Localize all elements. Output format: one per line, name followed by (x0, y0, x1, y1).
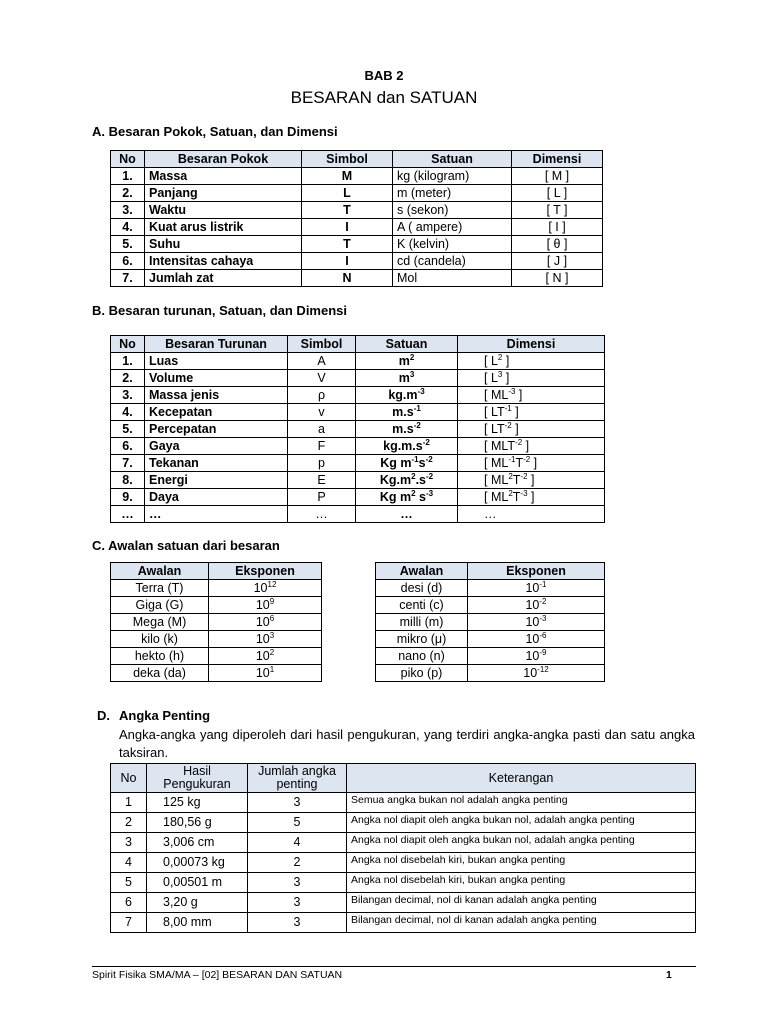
table-cell: 7. (111, 455, 145, 472)
column-header: Eksponen (468, 563, 605, 580)
table-cell: 5. (111, 236, 145, 253)
table-cell: $10^{-9}$ (468, 648, 605, 665)
table-cell: … (145, 506, 288, 523)
table-cell: ρ (288, 387, 356, 404)
table-cell: 7 (111, 913, 147, 933)
table-row (111, 168, 603, 185)
table-cell: [ $ML^{-1}T^{-2}$ ] (458, 455, 605, 472)
table-cell: $10^1$ (209, 665, 322, 682)
table-cell: [ T ] (512, 202, 603, 219)
table-cell: [ I ] (512, 219, 603, 236)
table-row (111, 614, 322, 631)
table-cell: $10^{-1}$ (468, 580, 605, 597)
table-cell: Percepatan (145, 421, 288, 438)
table-header-row (111, 563, 322, 580)
table-cell: Angka nol diapit oleh angka bukan nol, adalah angka penting (347, 833, 696, 853)
table-cell: … (356, 506, 458, 523)
table-cell: Volume (145, 370, 288, 387)
table-cell: Mega (M) (111, 614, 209, 631)
table-cell: 3 (248, 893, 347, 913)
table-cell: [ M ] (512, 168, 603, 185)
table-cell: 4 (248, 833, 347, 853)
table-cell: 2 (248, 853, 347, 873)
table-cell: N (302, 270, 393, 287)
column-header: Keterangan (347, 764, 696, 793)
table-cell: Tekanan (145, 455, 288, 472)
section-a-heading: A. Besaran Pokok, Satuan, dan Dimensi (92, 124, 338, 139)
table-cell: a (288, 421, 356, 438)
table-cell: 3 (248, 793, 347, 813)
column-header: Hasil Pengukuran (147, 764, 248, 793)
table-cell: I (302, 219, 393, 236)
column-header: Satuan (356, 336, 458, 353)
table-row (111, 387, 605, 404)
table-row (111, 631, 322, 648)
table-cell: Massa (145, 168, 302, 185)
table-cell: $10^{-6}$ (468, 631, 605, 648)
table-cell: nano (n) (376, 648, 468, 665)
column-header: Dimensi (512, 151, 603, 168)
table-row (111, 202, 603, 219)
table-cell: 6 (111, 893, 147, 913)
table-cell: $10^2$ (209, 648, 322, 665)
table-cell: 3. (111, 202, 145, 219)
table-row (111, 893, 696, 913)
table-cell: milli (m) (376, 614, 468, 631)
table-row (111, 185, 603, 202)
table-cell: $m^3$ (356, 370, 458, 387)
table-row (111, 472, 605, 489)
table-cell: F (288, 438, 356, 455)
table-cell: Terra (T) (111, 580, 209, 597)
table-row (111, 873, 696, 893)
table-row (376, 648, 605, 665)
table-cell: Daya (145, 489, 288, 506)
table-cell: 6. (111, 438, 145, 455)
table-cell: [ $ML^2T^{-3}$ ] (458, 489, 605, 506)
table-cell: deka (da) (111, 665, 209, 682)
table-cell: $10^9$ (209, 597, 322, 614)
table-row (111, 665, 322, 682)
table-cell: A ( ampere) (393, 219, 512, 236)
table-header-row (111, 336, 605, 353)
table-row (376, 665, 605, 682)
column-header: Awalan (111, 563, 209, 580)
table-cell: Energi (145, 472, 288, 489)
table-cell: 5. (111, 421, 145, 438)
table-cell: $10^3$ (209, 631, 322, 648)
table-cell: 5 (111, 873, 147, 893)
section-d-label: D. (97, 708, 110, 723)
table-row (111, 648, 322, 665)
table-cell: [ $L^2$ ] (458, 353, 605, 370)
chapter-label: BAB 2 (364, 68, 404, 83)
table-cell: … (288, 506, 356, 523)
table-cell: Bilangan decimal, nol di kanan adalah angka penting (347, 893, 696, 913)
table-cell: [ $MLT^{-2}$ ] (458, 438, 605, 455)
table-cell: [ $L^3$ ] (458, 370, 605, 387)
table-row (111, 813, 696, 833)
table-cell: $10^6$ (209, 614, 322, 631)
table-cell: m (meter) (393, 185, 512, 202)
column-header: No (111, 764, 147, 793)
table-cell: s (sekon) (393, 202, 512, 219)
table-cell: cd (candela) (393, 253, 512, 270)
table-row (111, 793, 696, 813)
table-cell: Mol (393, 270, 512, 287)
table-row (111, 913, 696, 933)
table-cell: $10^{-3}$ (468, 614, 605, 631)
table-cell: hekto (h) (111, 648, 209, 665)
table-row (111, 236, 603, 253)
table-cell: Angka nol diapit oleh angka bukan nol, adalah angka penting (347, 813, 696, 833)
table-cell: kg (kilogram) (393, 168, 512, 185)
table-cell: 5 (248, 813, 347, 833)
column-header: Eksponen (209, 563, 322, 580)
column-header: Simbol (288, 336, 356, 353)
table-row (376, 631, 605, 648)
table-row (111, 438, 605, 455)
table-cell: 3 (248, 873, 347, 893)
table-row (111, 270, 603, 287)
table-row (111, 353, 605, 370)
table-row (376, 597, 605, 614)
section-d-heading: Angka Penting (119, 708, 211, 723)
table-cell: $10^{-12}$ (468, 665, 605, 682)
table-cell: [ $ML^{-3}$ ] (458, 387, 605, 404)
table-cell: $m^2$ (356, 353, 458, 370)
table-cell: kilo (k) (111, 631, 209, 648)
table-header-row (376, 563, 605, 580)
table-cell: [ L ] (512, 185, 603, 202)
page-number: 1 (666, 969, 672, 981)
table-cell: 0,00073 kg (147, 853, 248, 873)
table-row (111, 833, 696, 853)
table-besaran-pokok (110, 150, 603, 287)
column-header: Awalan (376, 563, 468, 580)
section-b-heading: B. Besaran turunan, Satuan, dan Dimensi (92, 303, 347, 318)
table-cell: [ $LT^{-1}$ ] (458, 404, 605, 421)
table-cell: Waktu (145, 202, 302, 219)
table-cell: … (458, 506, 605, 523)
table-cell: centi (c) (376, 597, 468, 614)
table-cell: [ θ ] (512, 236, 603, 253)
table-cell: L (302, 185, 393, 202)
table-cell: [ J ] (512, 253, 603, 270)
page-title: BESARAN dan SATUAN (290, 88, 478, 107)
column-header: No (111, 151, 145, 168)
table-cell: K (kelvin) (393, 236, 512, 253)
column-header: Simbol (302, 151, 393, 168)
table-cell: [ $ML^2T^{-2}$ ] (458, 472, 605, 489)
table-cell: 6. (111, 253, 145, 270)
table-cell: 3 (111, 833, 147, 853)
table-cell: 8. (111, 472, 145, 489)
table-cell: Angka nol disebelah kiri, bukan angka penting (347, 853, 696, 873)
table-cell: $m.s^{-2}$ (356, 421, 458, 438)
table-cell: 3,006 cm (147, 833, 248, 853)
footer-text: Spirit Fisika SMA/MA – [02] BESARAN DAN SATUAN (92, 969, 343, 981)
table-row (376, 614, 605, 631)
table-row (111, 253, 603, 270)
table-cell: $10^{-2}$ (468, 597, 605, 614)
table-row (376, 580, 605, 597)
table-cell: Gaya (145, 438, 288, 455)
table-cell: 2. (111, 370, 145, 387)
column-header: Besaran Pokok (145, 151, 302, 168)
section-d-paragraph: Angka-angka yang diperoleh dari hasil pengukuran, yang terdiri angka-angka pasti dan satu angka taksiran. (119, 727, 695, 760)
table-header-row (111, 151, 603, 168)
table-cell: Kg $m^{-1}s^{-2}$ (356, 455, 458, 472)
table-cell: I (302, 253, 393, 270)
table-cell: mikro (μ) (376, 631, 468, 648)
table-row (111, 404, 605, 421)
table-row (111, 219, 603, 236)
table-cell: $Kg.m^2.s^{-2}$ (356, 472, 458, 489)
table-cell: $kg.m^{-3}$ (356, 387, 458, 404)
column-header: Satuan (393, 151, 512, 168)
table-row (111, 370, 605, 387)
table-cell: Semua angka bukan nol adalah angka penting (347, 793, 696, 813)
table-cell: 180,56 g (147, 813, 248, 833)
table-cell: Giga (G) (111, 597, 209, 614)
table-cell: 0,00501 m (147, 873, 248, 893)
table-cell: 1 (111, 793, 147, 813)
table-row (111, 853, 696, 873)
section-c-heading: C. Awalan satuan dari besaran (92, 538, 280, 553)
table-cell: Panjang (145, 185, 302, 202)
table-cell: P (288, 489, 356, 506)
table-cell: 3. (111, 387, 145, 404)
table-cell: $kg.m.s^{-2}$ (356, 438, 458, 455)
table-row (111, 421, 605, 438)
column-header: Jumlah angka penting (248, 764, 347, 793)
table-row (111, 597, 322, 614)
table-cell: Luas (145, 353, 288, 370)
table-cell: Kecepatan (145, 404, 288, 421)
table-cell: 2 (111, 813, 147, 833)
table-cell: 9. (111, 489, 145, 506)
table-cell: 2. (111, 185, 145, 202)
table-cell: $m.s^{-1}$ (356, 404, 458, 421)
table-cell: [ N ] (512, 270, 603, 287)
table-cell: … (111, 506, 145, 523)
table-cell: Suhu (145, 236, 302, 253)
table-row (111, 489, 605, 506)
table-cell: 4. (111, 219, 145, 236)
table-cell: 8,00 mm (147, 913, 248, 933)
table-cell: T (302, 202, 393, 219)
table-row (111, 455, 605, 472)
table-cell: Massa jenis (145, 387, 288, 404)
table-cell: Intensitas cahaya (145, 253, 302, 270)
table-besaran-turunan (110, 335, 605, 523)
table-angka-penting (110, 763, 696, 933)
table-cell: $10^{12}$ (209, 580, 322, 597)
table-cell: 7. (111, 270, 145, 287)
table-cell: piko (p) (376, 665, 468, 682)
table-cell: 1. (111, 353, 145, 370)
table-cell: Kg $m^2$ $s^{-3}$ (356, 489, 458, 506)
column-header: No (111, 336, 145, 353)
table-cell: M (302, 168, 393, 185)
column-header: Besaran Turunan (145, 336, 288, 353)
table-cell: T (302, 236, 393, 253)
table-cell: Angka nol disebelah kiri, bukan angka penting (347, 873, 696, 893)
table-cell: 4. (111, 404, 145, 421)
table-cell: 4 (111, 853, 147, 873)
table-cell: Jumlah zat (145, 270, 302, 287)
table-awalan-kecil (375, 562, 605, 682)
table-header-row (111, 764, 696, 793)
table-cell: p (288, 455, 356, 472)
table-cell: [ $LT^{-2}$ ] (458, 421, 605, 438)
table-cell: E (288, 472, 356, 489)
table-awalan-besar (110, 562, 322, 682)
table-row (111, 580, 322, 597)
table-cell: A (288, 353, 356, 370)
table-row (111, 506, 605, 523)
table-cell: 3 (248, 913, 347, 933)
table-cell: v (288, 404, 356, 421)
table-cell: desi (d) (376, 580, 468, 597)
table-cell: 3,20 g (147, 893, 248, 913)
table-cell: Kuat arus listrik (145, 219, 302, 236)
table-cell: Bilangan decimal, nol di kanan adalah angka penting (347, 913, 696, 933)
table-cell: 125 kg (147, 793, 248, 813)
footer-divider (92, 966, 696, 967)
table-cell: 1. (111, 168, 145, 185)
column-header: Dimensi (458, 336, 605, 353)
table-cell: V (288, 370, 356, 387)
